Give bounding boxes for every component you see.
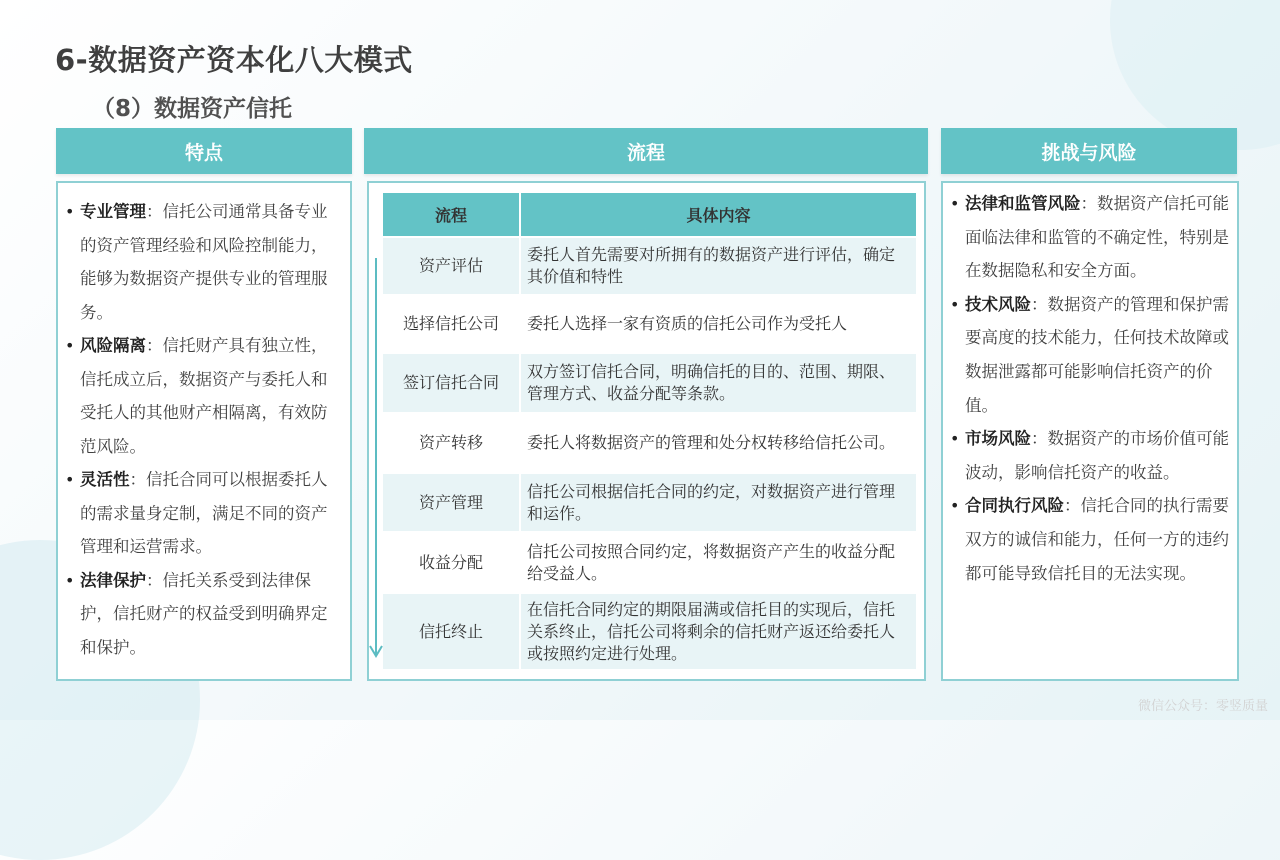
feature-text: ：信托关系受到法律保护，信托财产的权益受到明确界定和保护。: [80, 570, 328, 657]
column-header-step: 流程: [383, 193, 520, 237]
feature-term: 风险隔离: [80, 336, 146, 355]
risk-item: [965, 422, 1231, 489]
risk-term: 市场风险: [965, 429, 1031, 449]
feature-text: ：信托合同可以根据委托人的需求量身定制，满足不同的资产管理和运营需求。: [80, 470, 328, 556]
step-cell: 资产评估: [383, 237, 520, 295]
content-cell: 在信托合同约定的期限届满或信托目的实现后，信托关系终止，信托公司将剩余的信托财产返还给委托人或按照约定进行处理。: [520, 593, 916, 669]
feature-item: [80, 463, 342, 564]
content-cell: 信托公司根据信托合同的约定，对数据资产进行管理和运作。: [520, 473, 916, 532]
table-header-row: [383, 193, 916, 237]
content-cell: 信托公司按照合同约定，将数据资产产生的收益分配给受益人。: [520, 532, 916, 593]
watermark: 微信公众号：零竖质量: [1137, 699, 1268, 714]
table-row: [383, 593, 916, 669]
risk-text: ：数据资产的管理和保护需要高度的技术能力，任何技术故障或数据泄露都可能影响信托资产的价值。: [965, 294, 1229, 415]
flow-down-arrow-icon: [369, 258, 383, 660]
table-row: [383, 473, 916, 532]
risk-item: [965, 187, 1231, 288]
step-cell: 信托终止: [383, 593, 520, 669]
risk-item: [965, 288, 1231, 422]
step-cell: 签订信托合同: [383, 353, 520, 413]
feature-term: 专业管理: [80, 202, 146, 221]
feature-text: ：信托财产具有独立性，信托成立后，数据资产与委托人和受托人的其他财产相隔离，有效防范风险。: [80, 336, 328, 456]
table-row: [383, 237, 916, 295]
feature-item: [80, 329, 342, 463]
process-header: 流程: [364, 128, 928, 174]
risk-term: 合同执行风险: [965, 496, 1064, 516]
table-row: [383, 413, 916, 473]
table-row: [383, 532, 916, 593]
content-cell: 双方签订信托合同，明确信托的目的、范围、期限、管理方式、收益分配等条款。: [520, 353, 916, 413]
content-cell: 委托人首先需要对所拥有的数据资产进行评估，确定其价值和特性: [520, 237, 916, 295]
features-panel: [56, 181, 352, 681]
features-list: [58, 183, 350, 664]
feature-term: 灵活性: [80, 470, 130, 489]
feature-text: ：信托公司通常具备专业的资产管理经验和风险控制能力，能够为数据资产提供专业的管理服务。: [80, 202, 328, 322]
table-row: [383, 295, 916, 353]
page-title: 6-数据资产资本化八大模式: [55, 43, 413, 77]
feature-item: [80, 564, 342, 665]
risks-panel: [941, 181, 1239, 681]
step-cell: 选择信托公司: [383, 295, 520, 353]
step-cell: 收益分配: [383, 532, 520, 593]
page-subtitle: （8）数据资产信托: [92, 96, 293, 122]
risks-header: 挑战与风险: [941, 128, 1237, 174]
risk-text: ：信托合同的执行需要双方的诚信和能力，任何一方的违约都可能导致信托目的无法实现。: [965, 496, 1229, 583]
risks-list: [943, 183, 1237, 590]
risk-text: ：数据资产信托可能面临法律和监管的不确定性，特别是在数据隐私和安全方面。: [965, 194, 1229, 281]
risk-term: 技术风险: [965, 294, 1031, 314]
risk-text: ：数据资产的市场价值可能波动，影响信托资产的收益。: [965, 429, 1229, 482]
features-header: 特点: [56, 128, 352, 174]
step-cell: 资产管理: [383, 473, 520, 532]
risk-item: [965, 489, 1231, 590]
risk-term: 法律和监管风险: [965, 194, 1081, 213]
feature-term: 法律保护: [80, 570, 146, 590]
content-cell: 委托人选择一家有资质的信托公司作为受托人: [520, 295, 916, 353]
content-cell: 委托人将数据资产的管理和处分权转移给信托公司。: [520, 413, 916, 473]
column-header-content: 具体内容: [520, 193, 916, 237]
step-cell: 资产转移: [383, 413, 520, 473]
table-row: [383, 353, 916, 413]
process-table: [383, 193, 916, 669]
feature-item: [80, 195, 342, 329]
